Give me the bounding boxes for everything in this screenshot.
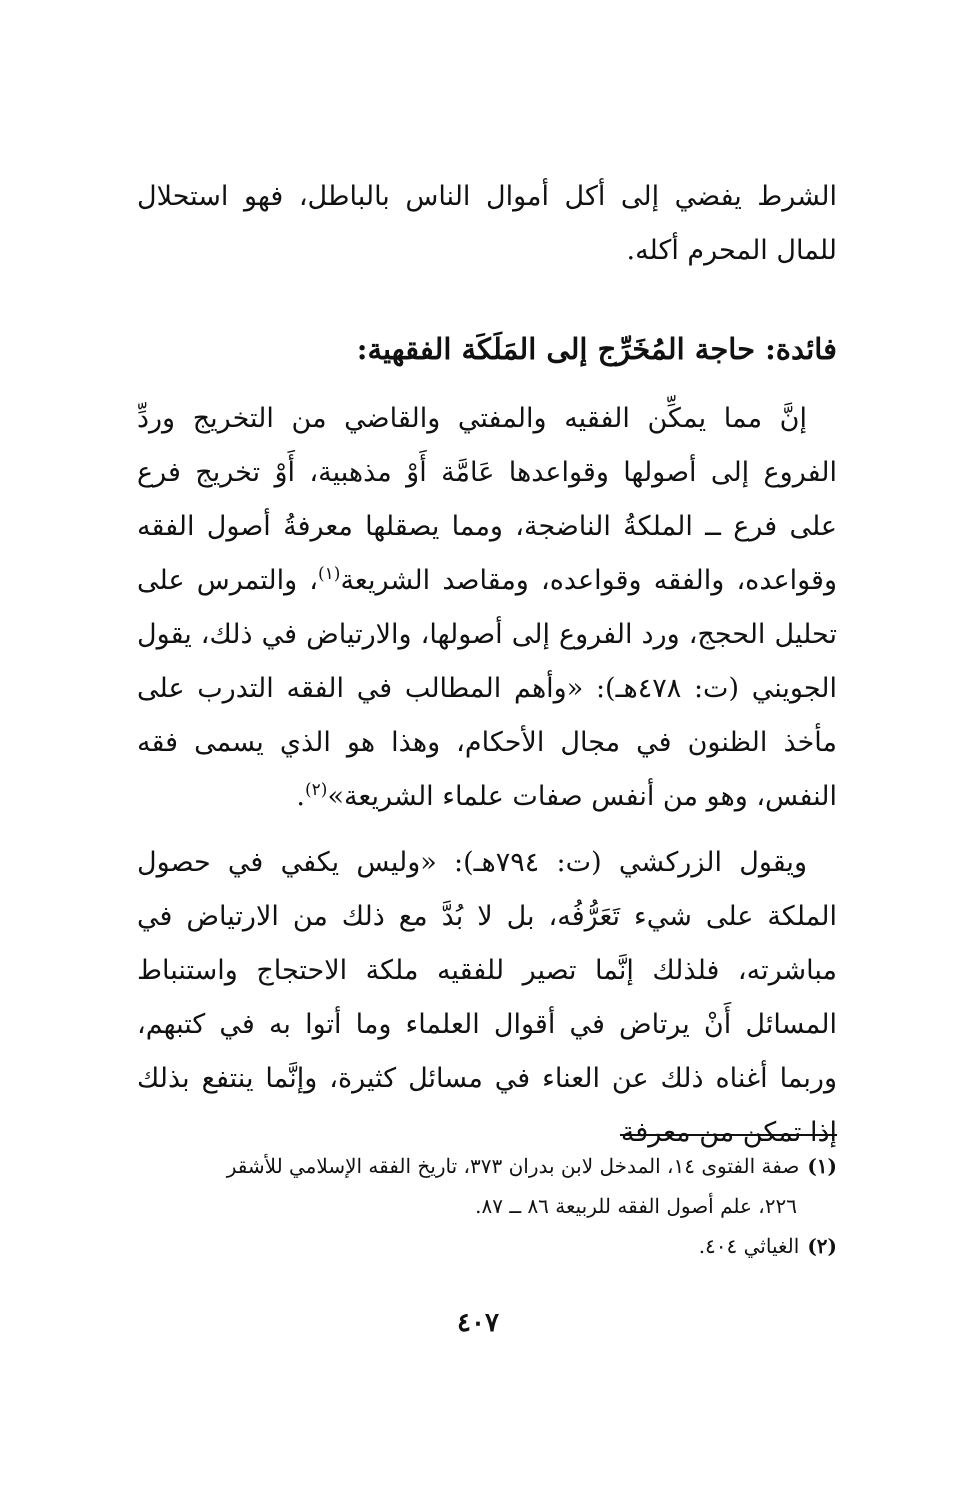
footnote-2-line1: الغياثي ٤٠٤. xyxy=(698,1234,800,1258)
paragraph-2 xyxy=(137,836,837,1160)
paragraph-2-text: ويقول الزركشي (ت: ٧٩٤هـ): «وليس يكفي في حصول الملكة على شيء تَعَرُّفُه، بل لا بُدَّ مع ذلك من الارتياض في مباشرته، فلذلك إنَّما تصير للفقيه ملكة الاحتجاج واستنباط المسائل أَنْ يرتاض في أقوال العلماء وما أتوا به في كتبهم، وربما أغناه ذلك عن العناء في مسائل كثيرة، وإنَّما ينتفع بذلك إذا تمكن من معرفة xyxy=(137,847,837,1148)
footnote-1 xyxy=(137,1146,837,1186)
footnote-2-number: (٢) xyxy=(807,1234,837,1258)
paragraph-1-text-c: . xyxy=(296,781,306,812)
footnotes xyxy=(137,1146,837,1266)
intro-text: الشرط يفضي إلى أكل أموال الناس بالباطل، فهو استحلال للمال المحرم أكله. xyxy=(137,181,837,266)
footnote-ref-2: (٢) xyxy=(305,780,328,800)
paragraph-1 xyxy=(137,392,837,824)
paragraph-1-text-b: ، والتمرس على تحليل الحجج، ورد الفروع إلى أصولها، والارتياض في ذلك، يقول الجويني (ت: ٤٧٨هـ): «وأهم المطالب في الفقه التدرب على مأخذ الظنون في مجال الأحكام، وهذا هو الذي يسمى فقه النفس، وهو من أنفس صفات علماء الشريعة» xyxy=(137,565,837,812)
footnote-separator xyxy=(620,1134,837,1136)
footnote-2 xyxy=(137,1226,837,1266)
footnote-ref-1: (١) xyxy=(318,564,341,584)
section-heading: فائدة: حاجة المُخَرِّج إلى المَلَكَة الفقهية: xyxy=(356,332,837,366)
footnote-1-continuation: ٢٢٦، علم أصول الفقه للربيعة ٨٦ ــ ٨٧. xyxy=(475,1194,797,1218)
footnote-1-line1: صفة الفتوى ١٤، المدخل لابن بدران ٣٧٣، تاريخ الفقه الإسلامي للأشقر xyxy=(226,1154,800,1178)
intro-paragraph xyxy=(137,170,837,278)
footnote-1-number: (١) xyxy=(807,1154,837,1178)
paragraph-1-text-a: إنَّ مما يمكِّن الفقيه والمفتي والقاضي من التخريج وردِّ الفروع إلى أصولها وقواعدها عَامَّة أَوْ مذهبية، أَوْ تخريج فرع على فرع ــ الملكةُ الناضجة، ومما يصقلها معرفةُ أصول الفقه وقواعده، والفقه وقواعده، ومقاصد الشريعة xyxy=(137,403,837,596)
page-number: ٤٠٧ xyxy=(457,1308,499,1338)
